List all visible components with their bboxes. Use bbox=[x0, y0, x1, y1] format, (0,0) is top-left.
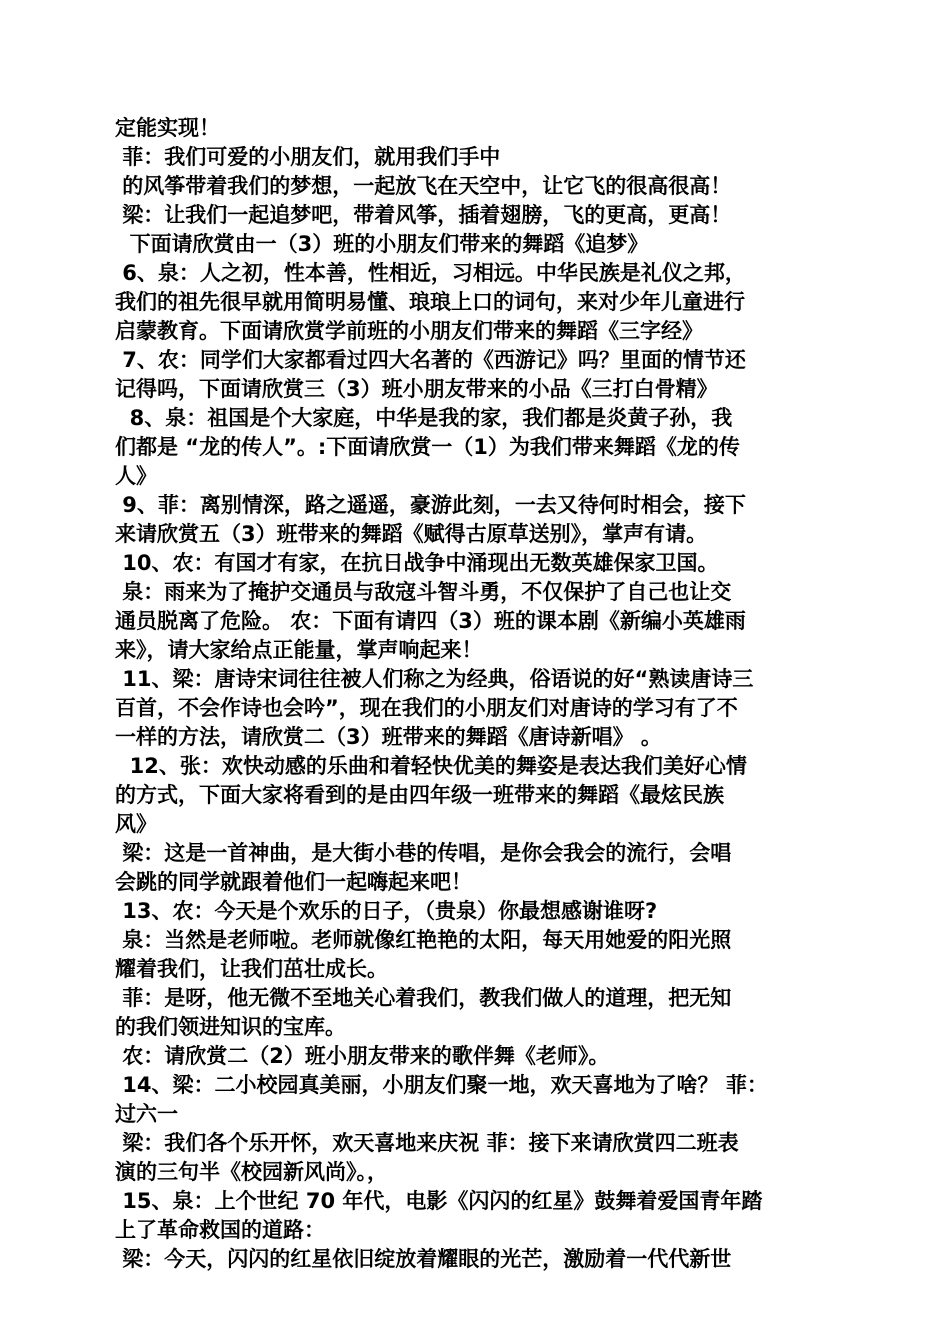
text-line: 7、农：同学们大家都看过四大名著的《西游记》吗？里面的情节还 bbox=[115, 348, 746, 372]
text-line: 农：请欣赏二（2）班小朋友带来的歌伴舞《老师》。 bbox=[115, 1044, 610, 1068]
text-line: 风》 bbox=[115, 812, 157, 836]
text-line: 我们的祖先很早就用简明易懂、琅琅上口的词句，来对少年儿童进行 bbox=[115, 290, 745, 314]
text-line: 通员脱离了危险。 农：下面有请四（3）班的课本剧《新编小英雄雨 bbox=[115, 609, 746, 633]
text-line: 9、菲：离别情深，路之遥遥，豪游此刻，一去又待何时相会，接下 bbox=[115, 493, 746, 517]
text-line: 会跳的同学就跟着他们一起嗨起来吧！ bbox=[115, 870, 472, 894]
text-line: 来请欣赏五（3）班带来的舞蹈《赋得古原草送别》，掌声有请。 bbox=[115, 522, 708, 546]
text-line: 演的三句半《校园新风尚》。， bbox=[115, 1160, 388, 1184]
text-line: 11、梁：唐诗宋词往往被人们称之为经典，俗语说的好“熟读唐诗三 bbox=[115, 667, 754, 691]
text-line: 定能实现！ bbox=[115, 116, 220, 140]
text-line: 们都是 “龙的传人”。:下面请欣赏一（1）为我们带来舞蹈《龙的传 bbox=[115, 435, 740, 459]
text-line: 梁：让我们一起追梦吧，带着风筝，插着翅膀，飞的更高，更高！ bbox=[115, 203, 732, 227]
text-line: 梁：我们各个乐开怀，欢天喜地来庆祝 菲：接下来请欣赏四二班表 bbox=[115, 1131, 739, 1155]
text-line: 上了革命救国的道路： bbox=[115, 1218, 325, 1242]
text-line: 6、泉：人之初，性本善，性相近，习相远。中华民族是礼仪之邦， bbox=[115, 261, 746, 285]
text-line: 15、泉：上个世纪 70 年代，电影《闪闪的红星》鼓舞着爱国青年踏 bbox=[115, 1189, 763, 1213]
text-line: 下面请欣赏由一（3）班的小朋友们带来的舞蹈《追梦》 bbox=[115, 232, 649, 256]
text-line: 菲：我们可爱的小朋友们，就用我们手中 bbox=[115, 145, 501, 169]
text-line: 启蒙教育。下面请欣赏学前班的小朋友们带来的舞蹈《三字经》 bbox=[115, 319, 703, 343]
text-line: 的我们领进知识的宝库。 bbox=[115, 1015, 346, 1039]
text-line: 一样的方法，请欣赏二（3）班带来的舞蹈《唐诗新唱》 。 bbox=[115, 725, 662, 749]
text-line: 10、农：有国才有家，在抗日战争中涌现出无数英雄保家卫国。 bbox=[115, 551, 719, 575]
text-line: 过六一 bbox=[115, 1102, 178, 1126]
text-line: 泉：当然是老师啦。老师就像红艳艳的太阳，每天用她爱的阳光照 bbox=[115, 928, 732, 952]
text-line: 人》 bbox=[115, 464, 157, 488]
text-line: 百首，不会作诗也会吟”，现在我们的小朋友们对唐诗的学习有了不 bbox=[115, 696, 738, 720]
text-line: 的风筝带着我们的梦想，一起放飞在天空中，让它飞的很高很高！ bbox=[115, 174, 732, 198]
text-line: 14、梁：二小校园真美丽，小朋友们聚一地，欢天喜地为了啥？ 菲： bbox=[115, 1073, 768, 1097]
text-line: 菲：是呀，他无微不至地关心着我们，教我们做人的道理，把无知 bbox=[115, 986, 732, 1010]
text-line: 泉：雨来为了掩护交通员与敌寇斗智斗勇，不仅保护了自己也让交 bbox=[115, 580, 732, 604]
text-line: 的方式，下面大家将看到的是由四年级一班带来的舞蹈《最炫民族 bbox=[115, 783, 724, 807]
script-text bbox=[115, 114, 840, 1274]
text-line: 记得吗，下面请欣赏三（3）班小朋友带来的小品《三打白骨精》 bbox=[115, 377, 718, 401]
text-line: 8、泉：祖国是个大家庭，中华是我的家，我们都是炎黄子孙，我 bbox=[115, 406, 733, 430]
text-line: 来》，请大家给点正能量，掌声响起来！ bbox=[115, 638, 483, 662]
text-line: 12、张：欢快动感的乐曲和着轻快优美的舞姿是表达我们美好心情 bbox=[115, 754, 747, 778]
text-line: 梁：今天，闪闪的红星依旧绽放着耀眼的光芒，激励着一代代新世 bbox=[115, 1247, 732, 1271]
text-line: 梁：这是一首神曲，是大街小巷的传唱，是你会我会的流行，会唱 bbox=[115, 841, 732, 865]
text-line: 13、农：今天是个欢乐的日子，（贵泉）你最想感谢谁呀? bbox=[115, 899, 658, 923]
text-line: 耀着我们，让我们茁壮成长。 bbox=[115, 957, 388, 981]
